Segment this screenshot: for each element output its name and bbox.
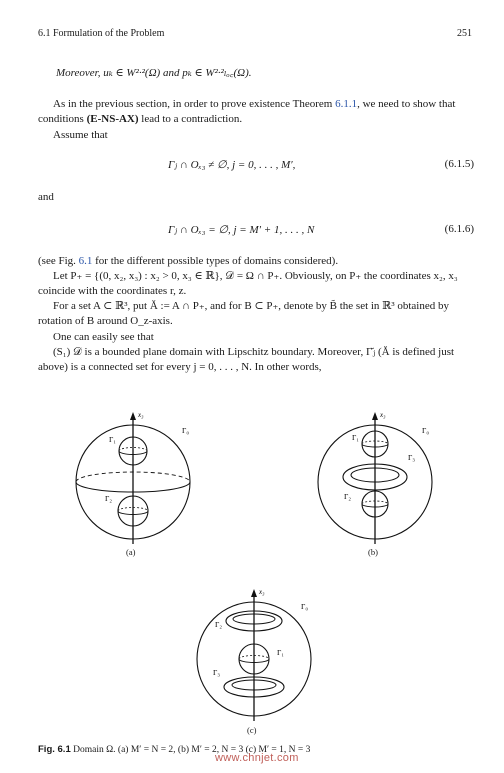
theorem-link[interactable]: 6.1.1 — [335, 98, 358, 110]
running-header — [38, 28, 472, 42]
paragraph-see-fig: (see Fig. 6.1 for the different possible types of domains considered). — [38, 255, 339, 267]
label-gamma2: Γ₂ — [105, 494, 112, 503]
label-gamma1: Γ₁ — [109, 435, 116, 444]
sublabel-c: (c) — [247, 725, 257, 735]
section-title: 6.1 Formulation of the Problem — [38, 28, 165, 39]
figure-link[interactable]: 6.1 — [78, 255, 93, 267]
equation-number: (6.1.5) — [444, 158, 474, 170]
paragraph-easily-see: One can easily see that — [53, 331, 154, 343]
axis-label: x₃ — [380, 411, 386, 419]
label-gamma2: Γ₂ — [215, 620, 222, 629]
label-gamma0: Γ₀ — [422, 426, 429, 435]
paragraph-rotation: For a set A ⊂ ℝ³, put Ă := A ∩ P₊, and for B ⊂ P₊, denote by B̃ the set in ℝ³ obtained by rotation of B around O_z-axis. — [38, 300, 449, 328]
label-gamma0: Γ₀ — [182, 426, 189, 435]
caption-prefix: Fig. 6.1 — [38, 744, 71, 755]
label-gamma0: Γ₀ — [301, 602, 308, 611]
paragraph-s1: (S₁) 𝒟 is a bounded plane domain with Lipschitz boundary. Moreover, Γ̆ⱼ (Ă is defined just above) is a connected set for every j = 0, . . . , N. In other words, — [38, 346, 455, 374]
figure-c — [189, 581, 319, 723]
label-gamma1: Γ₁ — [352, 433, 359, 442]
watermark: www.chnjet.com — [215, 752, 299, 764]
equation-6-1-5: Γⱼ ∩ Oₓ₃ ≠ ∅, j = 0, . . . , M′, (6.1.5) — [168, 158, 474, 171]
label-gamma3: Γ₃ — [408, 453, 415, 462]
page-number: 251 — [457, 28, 472, 39]
sublabel-b: (b) — [368, 547, 378, 557]
conditions-label: (E-NS-AX) — [86, 113, 139, 126]
equation-6-1-6: Γⱼ ∩ Oₓ₃ = ∅, j = M′ + 1, . . . , N (6.1.6) — [168, 223, 474, 236]
paragraph-assume: Assume that — [53, 129, 108, 141]
equation-number: (6.1.6) — [444, 223, 474, 235]
figure-b — [310, 404, 440, 546]
caption-text: Domain Ω. (a) M′ = N = 2, (b) M′ = 2, N = 3 (c) M′ = 1, N = 3 — [70, 745, 311, 755]
label-gamma2: Γ₂ — [344, 492, 351, 501]
label-gamma3: Γ₃ — [213, 668, 220, 677]
paragraph-half-plane: Let P₊ = {(0, x₂, x₃) : x₂ > 0, x₃ ∈ ℝ}, 𝒟 = Ω ∩ P₊. Obviously, on P₊ the coordinates x₂, x₃ coincide with the coordinates r, z. — [38, 270, 458, 298]
paragraph-strategy: As in the previous section, in order to prove existence Theorem 6.1.1, we need to show that conditions (E-NS-AX) lead to a contradiction. — [38, 98, 456, 126]
figure-a — [68, 404, 198, 546]
paragraph-regularity: Moreover, uₖ ∈ W²·²(Ω) and pₖ ∈ W²·²ₗₒ꜀(Ω). — [56, 67, 252, 79]
label-gamma1: Γ₁ — [277, 648, 284, 657]
axis-label: x₃ — [138, 411, 144, 419]
word-and: and — [38, 191, 54, 203]
sublabel-a: (a) — [126, 547, 136, 557]
axis-label: x₃ — [259, 588, 265, 596]
